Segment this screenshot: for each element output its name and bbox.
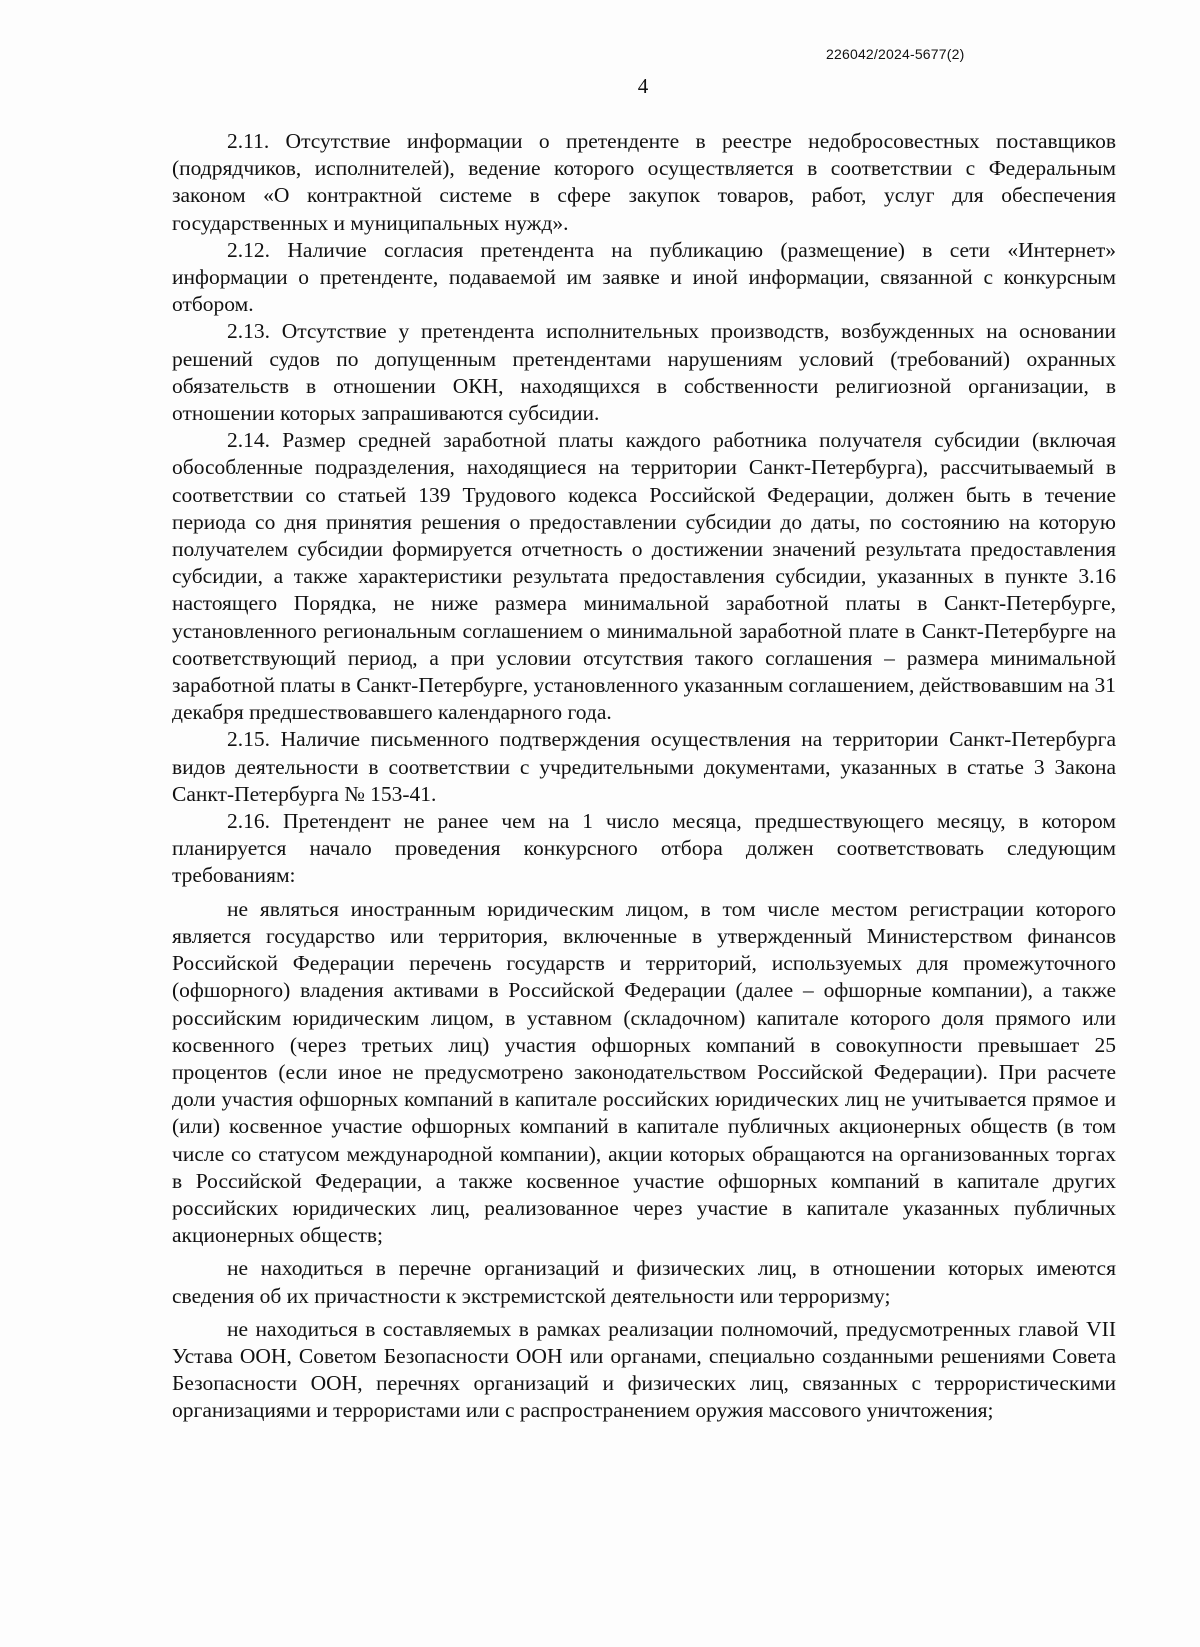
- paragraph-2-14: 2.14. Размер средней заработной платы каждого работника получателя субсидии (включая обособленные подразделения, находящиеся на территории Санкт-Петербурга), рассчитываемый в соответствии со статьей 139 Трудового кодекса Российской Федерации, должен быть в течение периода со дня принятия решения о предоставлении субсидии до даты, по состоянию на которую получателем субсидии формируется отчетность о достижении значений результата предоставления субсидии, а также характеристики результата предоставления субсидии, указанных в пункте 3.16 настоящего Порядка, не ниже размера минимальной заработной платы в Санкт-Петербурге, установленного региональным соглашением о минимальной заработной плате в Санкт-Петербурге на соответствующий период, а при условии отсутствия такого соглашения – размера минимальной заработной платы в Санкт-Петербурге, установленного указанным соглашением, действовавшим на 31 декабря предшествовавшего календарного года.: [172, 428, 1116, 725]
- paragraph-2-15: 2.15. Наличие письменного подтверждения осуществления на территории Санкт-Петербурга видов деятельности в соответствии с учредительными документами, указанных в статье 3 Закона Санкт-Петербурга № 153-41.: [172, 727, 1116, 806]
- requirement-offshore: не являться иностранным юридическим лицом, в том числе местом регистрации которого является государство или территория, включенные в утвержденный Министерством финансов Российской Федерации перечень государств и территорий, используемых для промежуточного (офшорного) владения активами в Российской Федерации (далее – офшорные компании), а также российским юридическим лицом, в уставном (складочном) капитале которого доля прямого или косвенного (через третьих лиц) участия офшорных компаний в совокупности превышает 25 процентов (если иное не предусмотрено законодательством Российской Федерации). При расчете доли участия офшорных компаний в капитале российских юридических лиц не учитывается прямое и (или) косвенное участие офшорных компаний в капитале публичных акционерных обществ (в том числе со статусом международной компании), акции которых обращаются на организованных торгах в Российской Федерации, а также косвенное участие офшорных компаний в капитале других российских юридических лиц, реализованное через участие в капитале указанных публичных акционерных обществ;: [172, 896, 1116, 1248]
- paragraph-2-11: 2.11. Отсутствие информации о претенденте в реестре недобросовестных поставщиков (подрядчиков, исполнителей), ведение которого осуществляется в соответствии с Федеральным законом «О контрактной системе в сфере закупок товаров, работ, услуг для обеспечения государственных и муниципальных нужд».: [172, 129, 1116, 235]
- requirement-extremism-list: не находиться в перечне организаций и физических лиц, в отношении которых имеются сведения об их причастности к экстремистской деятельности или терроризму;: [172, 1256, 1116, 1308]
- document-body: [172, 128, 1116, 1425]
- paragraph-2-16: 2.16. Претендент не ранее чем на 1 число месяца, предшествующего месяцу, в котором планируется начало проведения конкурсного отбора должен соответствовать следующим требованиям:: [172, 809, 1116, 888]
- document-registration-number: 226042/2024-5677(2): [826, 46, 965, 62]
- requirement-un-sanctions-list: не находиться в составляемых в рамках реализации полномочий, предусмотренных главой VII Устава ООН, Советом Безопасности ООН или органами, специально созданными решениями Совета Безопасности ООН, перечнях организаций и физических лиц, связанных с террористическими организациями и террористами или с распространением оружия массового уничтожения;: [172, 1316, 1116, 1423]
- paragraph-2-13: 2.13. Отсутствие у претендента исполнительных производств, возбужденных на основании решений судов по допущенным претендентами нарушениям условий (требований) охранных обязательств в отношении ОКН, находящихся в собственности религиозной организации, в отношении которых запрашиваются субсидии.: [172, 319, 1116, 426]
- page-number: 4: [637, 74, 649, 98]
- paragraph-2-12: 2.12. Наличие согласия претендента на публикацию (размещение) в сети «Интернет» информации о претенденте, подаваемой им заявке и иной информации, связанной с конкурсным отбором.: [172, 237, 1116, 317]
